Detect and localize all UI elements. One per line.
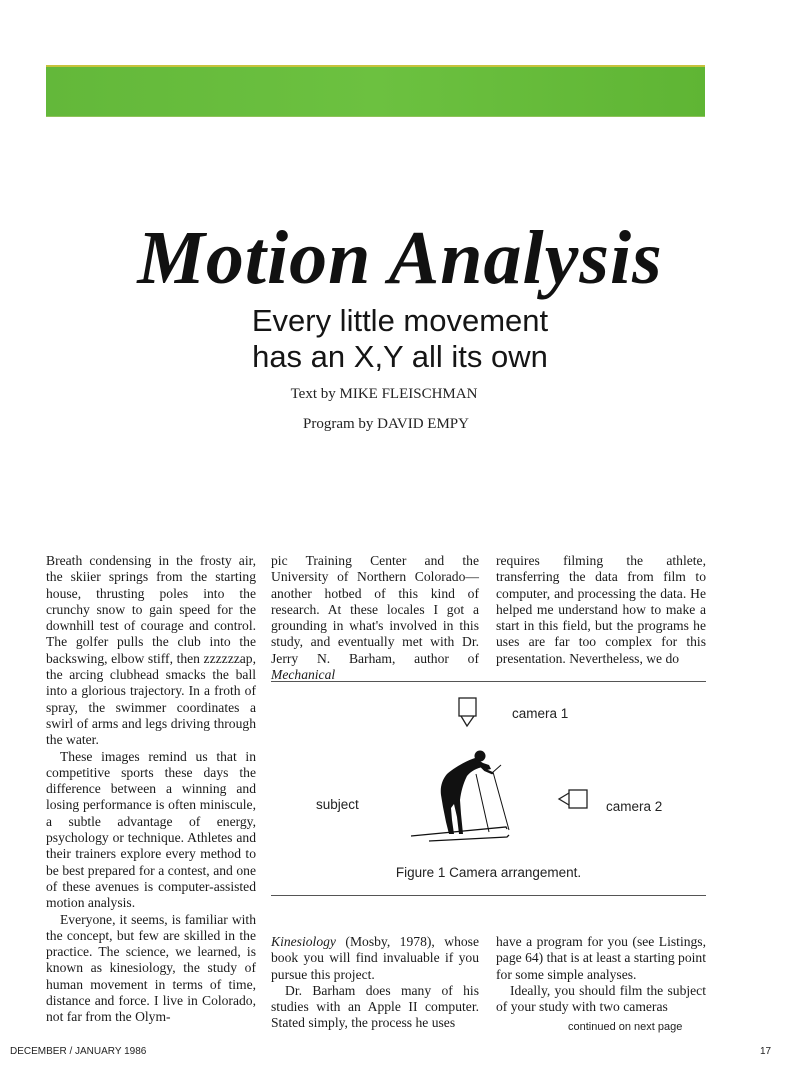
- program-credit: Program by DAVID EMPY: [303, 416, 469, 432]
- column-3-top: [496, 553, 706, 667]
- figure-1: [271, 684, 706, 894]
- subtitle-line-2: has an X,Y all its own: [252, 339, 548, 374]
- skier-silhouette: [411, 751, 509, 842]
- text-credit: Text by MIKE FLEISCHMAN: [290, 386, 478, 402]
- column-1: [46, 553, 256, 1026]
- page-number: 17: [760, 1046, 772, 1057]
- column-3-bottom: [496, 934, 706, 1015]
- figure-bottom-rule: [271, 895, 706, 896]
- camera-2-label: camera 2: [606, 799, 663, 814]
- paragraph: Everyone, it seems, is familiar with the concept, but few are skilled in the practice. The science, we learned, is known as kinesiology, the study of human movement in terms of time, distance and force. I live in Colorado, not far from the Olym-: [46, 911, 256, 1025]
- paragraph: have a program for you (see Listings, page 64) that is at least a starting point for some simple analyses.: [496, 934, 706, 982]
- subtitle-line-1: Every little movement: [251, 303, 549, 338]
- camera-arrangement-diagram: [271, 684, 706, 894]
- paragraph: [271, 553, 479, 683]
- issue-date: DECEMBER / JANUARY 1986: [10, 1046, 147, 1057]
- paragraph: Ideally, you should film the subject of your study with two cameras: [496, 982, 706, 1015]
- article-subtitle: [0, 303, 800, 375]
- paragraph-text: (Mosby, 1978), whose book you will find invaluable if you pursue this project.: [271, 934, 479, 982]
- paragraph: requires filming the athlete, transferring the data from film to computer, and processing the data. He helped me understand how to make a start in this field, but the programs he uses are far too complex for this presentation. Nevertheless, we do: [496, 553, 706, 666]
- subject-label: subject: [316, 797, 359, 812]
- camera-1-icon: [459, 698, 476, 726]
- book-title-part: Kinesiology: [271, 934, 336, 949]
- camera-2-icon: [559, 790, 587, 808]
- column-2-top: [271, 553, 479, 683]
- paragraph: Breath condensing in the frosty air, the skiier springs from the starting house, thrusting poles into the crunchy snow to gain speed for the downhill test of courage and control. The golfer pulls the club into the backswing, elbow stiff, then zzzzzzap, the arcing clubhead smacks the ball into a glorious trajectory. In a froth of spray, the swimmer coordinates a swirl of arms and legs driving through the water.: [46, 553, 256, 748]
- paragraph: [271, 934, 479, 983]
- paragraph: Dr. Barham does many of his studies with an Apple II computer. Stated simply, the process he uses: [271, 982, 479, 1031]
- figure-caption: Figure 1 Camera arrangement.: [395, 865, 582, 880]
- camera-1-label: camera 1: [512, 706, 569, 721]
- header-banner: [46, 65, 705, 117]
- continued-note: continued on next page: [568, 1021, 683, 1033]
- article-title: Motion Analysis: [137, 216, 663, 300]
- column-2-bottom: [271, 934, 479, 1032]
- book-title-part: Mechanical: [271, 667, 336, 683]
- paragraph-text: pic Training Center and the University of Northern Colorado—another hotbed of this kind of research. At these locales I got a grounding in what's involved in this study, and eventually met with Dr. Jerry N. Barham, author of: [271, 553, 479, 666]
- figure-top-rule: [271, 681, 706, 682]
- paragraph: These images remind us that in competitive sports these days the difference between a winning and losing performance is often miniscule, a subtle advantage of energy, psychology or technique. Athletes and their trainers explore every method to be best prepared for a contest, and one of these avenues is computer-assisted motion analysis.: [46, 748, 256, 911]
